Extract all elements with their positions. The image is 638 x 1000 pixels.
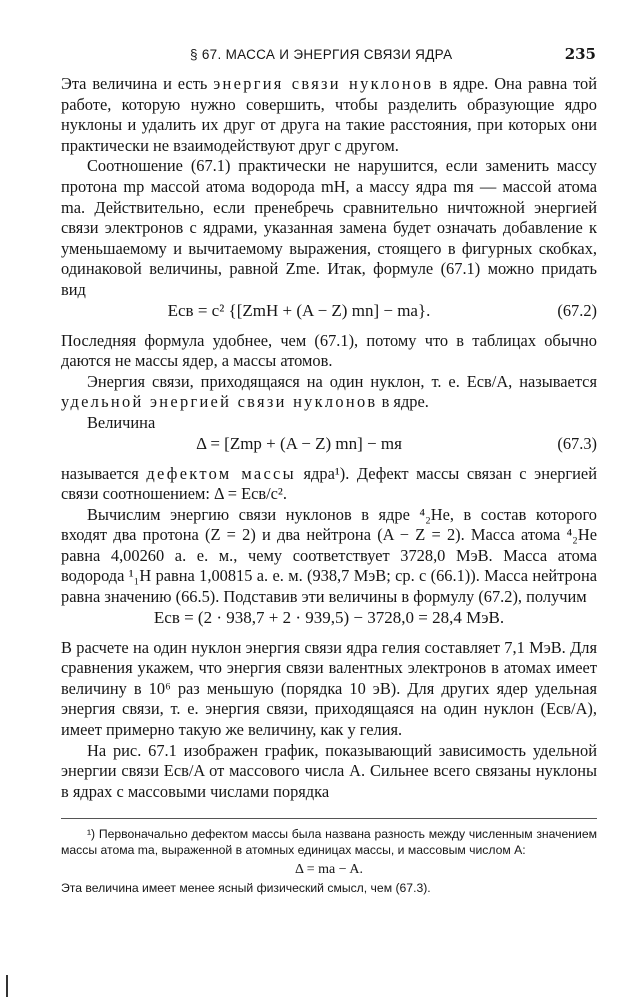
text-run: Энергия связи, приходящаяся на один нуклон, т. е. Eсв/A, называется — [87, 371, 597, 391]
paragraph: На рис. 67.1 изображен график, показывающий зависимость удельной энергии связи Eсв/A от массового числа A. Сильнее всего связаны нуклоны в ядрах с массовыми числами порядка — [61, 740, 597, 801]
paragraph: Соотношение (67.1) практически не нарушится, если заменить массу протона mp массой атома водорода mH, а массу ядра mя — массой атома ma. Действительно, если пренебречь сравнительно ничтожной энергией связи электронов с ядрами, указанная замена будет означать добавление к уменьшаемому и вычитаемому выражения, стоящего в фигурных скобках, одинаковой величины, равной Zme. Итак, формуле (67.1) можно придать вид — [61, 156, 597, 299]
equation-67-2 — [61, 301, 597, 331]
page-number: 235 — [564, 45, 596, 63]
emphasized-term: дефектом массы — [146, 463, 296, 483]
emphasized-term: удельной энергией связи нуклонов — [61, 392, 378, 412]
equation-number: (67.2) — [557, 300, 597, 320]
main-text — [61, 74, 597, 802]
equation-67-3 — [61, 434, 597, 464]
equation-binding-energy — [61, 608, 597, 638]
paragraph: Вычислим энергию связи нуклонов в ядре ⁴₂He, в состав которого входят два протона (Z = 2) и два нейтрона (A − Z = 2). Масса атома ⁴₂He равна 4,00260 а. е. м., чему соответствует 3728,0 МэВ. Масса атома водорода ¹₁H равна 1,00815 а. е. м. (938,7 МэВ; ср. с (66.1)). Масса нейтрона равна значению (66.5). Подставив эти величины в формулу (67.2), получим — [61, 504, 597, 607]
equation-number: (67.3) — [557, 433, 597, 453]
paragraph: Величина — [87, 412, 156, 432]
running-header: § 67. МАССА И ЭНЕРГИЯ СВЯЗИ ЯДРА — [190, 47, 453, 62]
text-run: в ядре. — [377, 392, 429, 412]
text-run: в ядре. Она равна той работе, которую нужно совершить, чтобы разделить образующие ядро нуклоны и удалить их друг от друга на такие расстояния, при которых они практически не взаимодействуют друг с другом. — [61, 74, 598, 155]
paragraph — [61, 74, 597, 156]
scan-edge-mark — [6, 975, 11, 997]
text-run: Эта величина и есть — [61, 74, 214, 93]
footnote-tail: Эта величина имеет менее ясный физический смысл, чем (67.3). — [61, 881, 431, 895]
footnote — [61, 826, 597, 896]
text-run: ядра¹). Дефект массы связан с энергией связи соотношением: Δ = Eсв/c². — [61, 463, 597, 504]
formula: Eсв = (2 · 938,7 + 2 · 939,5) − 3728,0 = 28,4 МэВ. — [153, 607, 505, 627]
emphasized-term: энергия связи нуклонов — [213, 74, 434, 93]
formula: Δ = [Zmp + (A − Z) mn] − mя — [196, 433, 402, 453]
paragraph — [61, 464, 597, 505]
paragraph: Последняя формула удобнее, чем (67.1), потому что в таблицах обычно даются не массы ядер, а массы атомов. — [61, 330, 597, 371]
formula: Eсв = c² {[ZmH + (A − Z) mn] − ma}. — [167, 300, 431, 320]
footnote-equation: Δ = ma − A. — [295, 862, 363, 877]
paragraph: В расчете на один нуклон энергия связи ядра гелия составляет 7,1 МэВ. Для сравнения укажем, что энергия связи валентных электронов в атомах имеет величину в 10⁶ раз меньшую (порядка 10 эВ). Для других ядер удельная энергия связи, т. е. энергия связи, приходящаяся на один нуклон (Eсв/A), имеет примерно такую же величину, как у гелия. — [61, 637, 597, 740]
footnote-rule — [61, 818, 597, 819]
text-run: называется — [61, 463, 147, 483]
footnote-text: ¹) Первоначально дефектом массы была названа разность между численным значением массы атома ma, выраженной в атомных единицах массы, и массовым числом A: — [61, 827, 597, 857]
paragraph — [61, 372, 597, 413]
